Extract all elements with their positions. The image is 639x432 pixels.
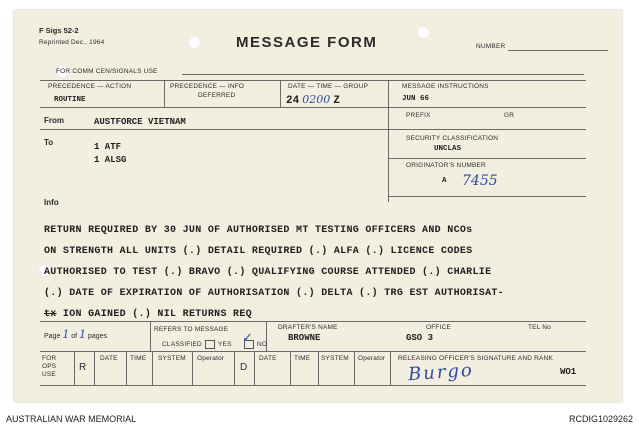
- dtg-value: [286, 93, 340, 107]
- rule: [390, 351, 391, 385]
- footer-source: AUSTRALIAN WAR MEMORIAL: [6, 414, 137, 424]
- form-title: MESSAGE FORM: [236, 34, 378, 51]
- rule: [164, 80, 165, 107]
- check-mark-icon: ✓: [242, 331, 253, 346]
- rule: [40, 80, 586, 81]
- number-line: [508, 50, 608, 51]
- number-label: NUMBER: [476, 43, 506, 50]
- punch-hole: [188, 36, 201, 49]
- rule: [254, 351, 255, 385]
- page-current: 1: [62, 328, 70, 341]
- drafter-value: BROWNE: [288, 333, 321, 343]
- message-line-text: ION GAINED (.) NIL RETURNS REQ: [62, 309, 252, 320]
- rule: [388, 158, 586, 159]
- rule: [318, 351, 319, 385]
- message-line: AUTHORISED TO TEST (.) BRAVO (.) QUALIFYING COURSE ATTENDED (.) CHARLIE: [44, 267, 492, 278]
- classified-label: CLASSIFIED: [162, 341, 202, 348]
- page-counter: [44, 328, 107, 341]
- message-line: RETURN REQUIRED BY 30 JUN OF AUTHORISED MT TESTING OFFICERS AND NCOs: [44, 225, 473, 236]
- comm-cen-label: FOR COMM CEN/SIGNALS USE: [56, 68, 158, 75]
- punch-hole: [417, 26, 430, 39]
- rule: [40, 129, 586, 130]
- drafter-label: DRAFTER'S NAME: [278, 324, 338, 331]
- rule: [40, 385, 586, 386]
- from-label: From: [44, 116, 64, 125]
- rule: [234, 351, 235, 385]
- rule: [94, 351, 95, 385]
- security-value: UNCLAS: [434, 145, 462, 153]
- yes-checkbox[interactable]: [205, 340, 215, 349]
- message-form: [14, 10, 622, 402]
- rule: [192, 351, 193, 385]
- despatch-operator-label: Operator: [358, 355, 386, 362]
- message-instructions-value: JUN 66: [402, 95, 430, 103]
- page-total: 1: [79, 328, 87, 341]
- despatch-date-label: DATE: [259, 355, 277, 362]
- refers-label: REFERS TO MESSAGE: [154, 326, 229, 333]
- message-body: [44, 220, 604, 325]
- comm-cen-line: [182, 74, 584, 75]
- reprinted-date: Reprinted Dec., 1964: [39, 39, 105, 46]
- rule: [280, 80, 281, 107]
- rule: [40, 321, 586, 322]
- rule: [150, 321, 151, 351]
- rule: [152, 351, 153, 385]
- despatch-time-label: TIME: [294, 355, 311, 362]
- dtg-label: DATE — TIME — GROUP: [288, 83, 369, 90]
- releasing-label: RELEASING OFFICER'S SIGNATURE AND RANK: [398, 355, 553, 362]
- page-of-label: of: [71, 333, 78, 340]
- rule: [388, 196, 586, 197]
- releasing-signature: Burgo: [407, 359, 475, 386]
- receive-operator-label: Operator: [197, 355, 225, 362]
- message-line: (.) DATE OF EXPIRATION OF AUTHORISATION (.) DELTA (.) TRG EST AUTHORISAT-: [44, 288, 504, 299]
- receive-date-label: DATE: [100, 355, 118, 362]
- security-label: SECURITY CLASSIFICATION: [406, 135, 499, 142]
- message-instructions-label: MESSAGE INSTRUCTIONS: [402, 83, 489, 90]
- dtg-day: 24: [286, 95, 300, 107]
- rule: [354, 351, 355, 385]
- dtg-handwritten-time: 0200: [302, 93, 331, 106]
- prefix-label: PREFIX: [406, 112, 431, 119]
- no-label: NO: [257, 341, 268, 348]
- info-label: Info: [44, 198, 59, 207]
- rule: [40, 107, 586, 108]
- originator-handwritten-number: 7455: [462, 173, 498, 189]
- to-label: To: [44, 138, 54, 147]
- rule: [40, 351, 586, 352]
- from-value: AUSTFORCE VIETNAM: [94, 117, 186, 127]
- precedence-action-label: PRECEDENCE — ACTION: [48, 83, 132, 90]
- office-value: GSO 3: [406, 333, 434, 343]
- office-label: OFFICE: [426, 324, 452, 331]
- rule: [388, 80, 389, 202]
- dtg-zone: Z: [333, 95, 340, 107]
- rule: [126, 351, 127, 385]
- releasing-rank: WO1: [560, 367, 577, 377]
- rule: [290, 351, 291, 385]
- gr-label: GR: [504, 112, 515, 119]
- precedence-action-value: ROUTINE: [54, 96, 86, 104]
- to-line-1: 1 ATF: [94, 142, 122, 152]
- receive-time-label: TIME: [130, 355, 147, 362]
- form-code: F Sigs 52-2: [39, 26, 79, 35]
- despatch-letter: D: [240, 362, 248, 373]
- rule: [74, 351, 75, 385]
- receive-letter: R: [79, 362, 87, 373]
- yes-label: YES: [218, 341, 232, 348]
- message-line: ON STRENGTH ALL UNITS (.) DETAIL REQUIRED (.) ALFA (.) LICENCE CODES: [44, 246, 473, 257]
- despatch-system-label: SYSTEM: [321, 355, 349, 362]
- page-pages-label: pages: [88, 333, 108, 340]
- to-line-2: 1 ALSG: [94, 155, 127, 165]
- tel-label: TEL No: [528, 324, 551, 331]
- originator-label: ORIGINATOR'S NUMBER: [406, 162, 486, 169]
- struck-text: tx: [44, 309, 57, 320]
- footer-id: RCDIG1029262: [568, 414, 633, 424]
- page-label: Page: [44, 333, 61, 340]
- originator-prefix: A: [442, 177, 447, 185]
- precedence-info-value: DEFERRED: [198, 92, 236, 99]
- precedence-info-label: PRECEDENCE — INFO: [170, 83, 245, 90]
- receive-system-label: SYSTEM: [158, 355, 186, 362]
- ops-label: FOR OPS USE: [42, 355, 57, 378]
